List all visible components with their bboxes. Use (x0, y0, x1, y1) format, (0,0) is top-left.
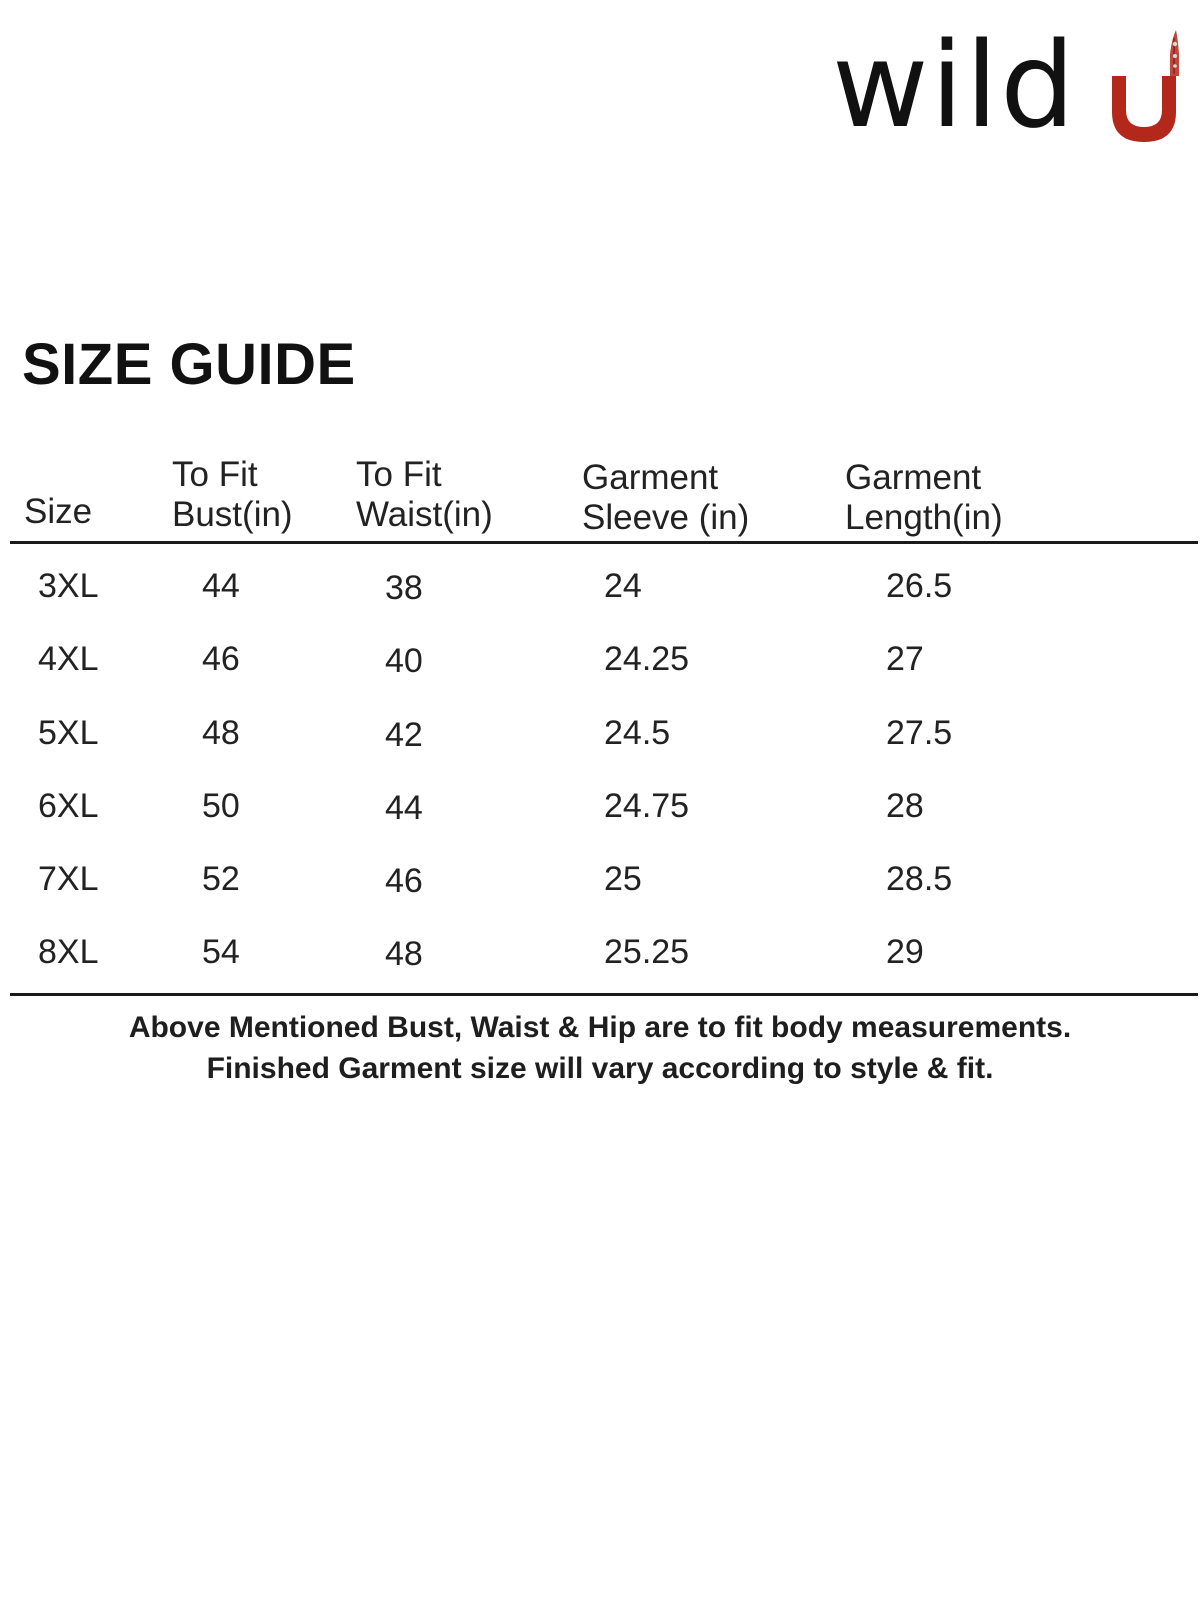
cell-length: 27.5 (886, 714, 953, 752)
header-line-2: Waist(in) (356, 495, 493, 534)
brand-logo (832, 16, 1182, 154)
header-length (845, 458, 1003, 538)
header-line-2: Length(in) (845, 498, 1003, 537)
cell-waist: 46 (385, 862, 423, 900)
cell-size: 8XL (38, 933, 99, 971)
cell-waist: 44 (385, 789, 423, 827)
cell-bust: 44 (202, 567, 240, 605)
cell-sleeve: 24.5 (604, 714, 671, 752)
cell-size: 4XL (38, 640, 99, 678)
cell-sleeve: 25.25 (604, 933, 690, 971)
header-size (24, 492, 92, 532)
cell-bust: 50 (202, 787, 240, 825)
cell-waist: 38 (385, 569, 423, 607)
header-line-1: To Fit (356, 455, 442, 494)
logo-wordmark: wild (832, 16, 1077, 154)
cell-length: 28.5 (886, 860, 953, 898)
cell-sleeve: 24.25 (604, 640, 690, 678)
cell-waist: 42 (385, 716, 423, 754)
page-title: SIZE GUIDE (22, 332, 356, 397)
cell-bust: 46 (202, 640, 240, 678)
header-line-2: Sleeve (in) (582, 498, 750, 537)
header-sleeve (582, 458, 749, 538)
cell-size: 6XL (38, 787, 99, 825)
cell-sleeve: 24 (604, 567, 642, 605)
cell-size: 5XL (38, 714, 99, 752)
header-line-1: Garment (845, 458, 982, 497)
note-line-1: Above Mentioned Bust, Waist & Hip are to fit body measurements. (128, 1011, 1072, 1044)
cell-size: 7XL (38, 860, 99, 898)
cell-size: 3XL (38, 567, 99, 605)
header-waist (356, 455, 493, 535)
table-bottom-divider (10, 993, 1198, 996)
cell-waist: 40 (385, 642, 423, 680)
header-line-1: Garment (582, 458, 719, 497)
cell-bust: 52 (202, 860, 240, 898)
note-line-2: Finished Garment size will vary according to style & fit. (206, 1052, 994, 1085)
header-line-2: Size (24, 492, 93, 531)
header-line-2: Bust(in) (172, 495, 293, 534)
header-divider (10, 541, 1198, 544)
cell-length: 29 (886, 933, 924, 971)
header-line-1: To Fit (172, 455, 258, 494)
logo-u-mark (1104, 24, 1184, 154)
cell-bust: 54 (202, 933, 240, 971)
cell-sleeve: 25 (604, 860, 642, 898)
cell-sleeve: 24.75 (604, 787, 690, 825)
cell-waist: 48 (385, 935, 423, 973)
cell-length: 27 (886, 640, 924, 678)
cell-length: 28 (886, 787, 924, 825)
header-bust (172, 455, 293, 535)
cell-length: 26.5 (886, 567, 953, 605)
cell-bust: 48 (202, 714, 240, 752)
